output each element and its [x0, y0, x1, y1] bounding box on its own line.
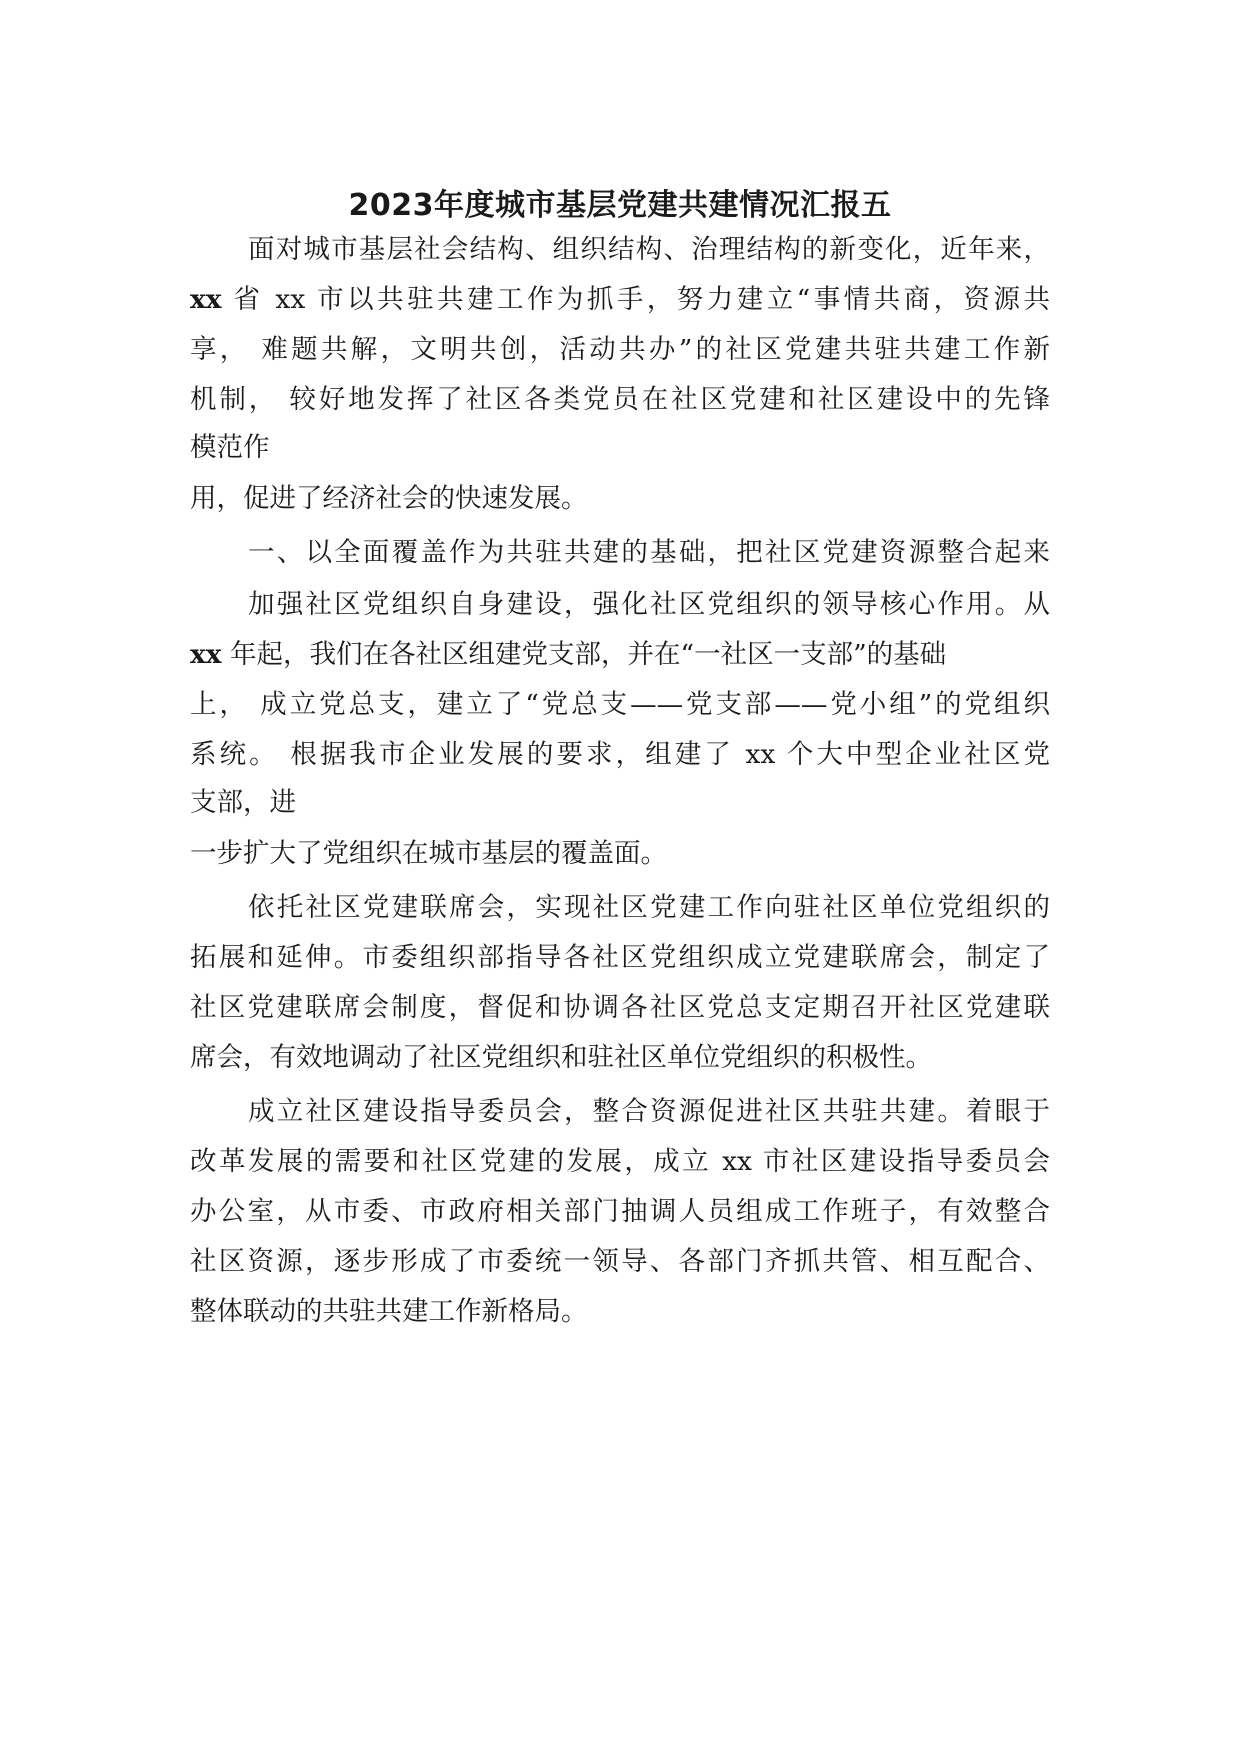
text-line: 社区资源，逐步形成了市委统一领导、各部门齐抓共管、相互配合、: [190, 1246, 1050, 1277]
text-line: 上， 成立党总支，建立了“党总支——党支部——党小组”的党组织: [190, 689, 1050, 720]
text-line: 加强社区党组织自身建设，强化社区党组织的领导核心作用。从: [248, 589, 1050, 620]
text-line: 机制， 较好地发挥了社区各类党员在社区党建和社区建设中的先锋: [190, 384, 1050, 415]
text-line: 模范作: [190, 432, 270, 463]
text-line: 系统。 根据我市企业发展的要求，组建了 xx 个大中型企业社区党: [190, 739, 1050, 770]
text-line: 用，促进了经济社会的快速发展。: [190, 483, 588, 514]
text-line: 一步扩大了党组织在城市基层的覆盖面。: [190, 838, 667, 869]
text-line: 整体联动的共驻共建工作新格局。: [190, 1296, 588, 1327]
text-line: 社区党建联席会制度，督促和协调各社区党总支定期召开社区党建联: [190, 992, 1050, 1023]
text-line: 成立社区建设指导委员会，整合资源促进社区共驻共建。着眼于: [248, 1096, 1050, 1127]
text-line: 席会，有效地调动了社区党组织和驻社区单位党组织的积极性。: [190, 1042, 932, 1073]
text-line: 办公室，从市委、市政府相关部门抽调人员组成工作班子，有效整合: [190, 1196, 1050, 1227]
text-line: 改革发展的需要和社区党建的发展，成立 xx 市社区建设指导委员会: [190, 1146, 1050, 1177]
text-line: 拓展和延伸。市委组织部指导各社区党组织成立党建联席会，制定了: [190, 942, 1050, 973]
text-line: xx 省 xx 市以共驻共建工作为抓手，努力建立“事情共商，资源共: [190, 284, 1050, 315]
text-line: 面对城市基层社会结构、组织结构、治理结构的新变化，近年来，: [248, 234, 1050, 265]
text-line: 依托社区党建联席会，实现社区党建工作向驻社区单位党组织的: [248, 892, 1050, 923]
text-line: 支部，进: [190, 787, 296, 818]
section-heading: 一、以全面覆盖作为共驻共建的基础，把社区党建资源整合起来: [248, 537, 1050, 568]
text-line: xx 年起，我们在各社区组建党支部，并在“一社区一支部”的基础: [190, 639, 947, 670]
document-title: 2023年度城市基层党建共建情况汇报五: [348, 188, 892, 223]
text-line: 享， 难题共解，文明共创，活动共办”的社区党建共驻共建工作新: [190, 334, 1050, 365]
